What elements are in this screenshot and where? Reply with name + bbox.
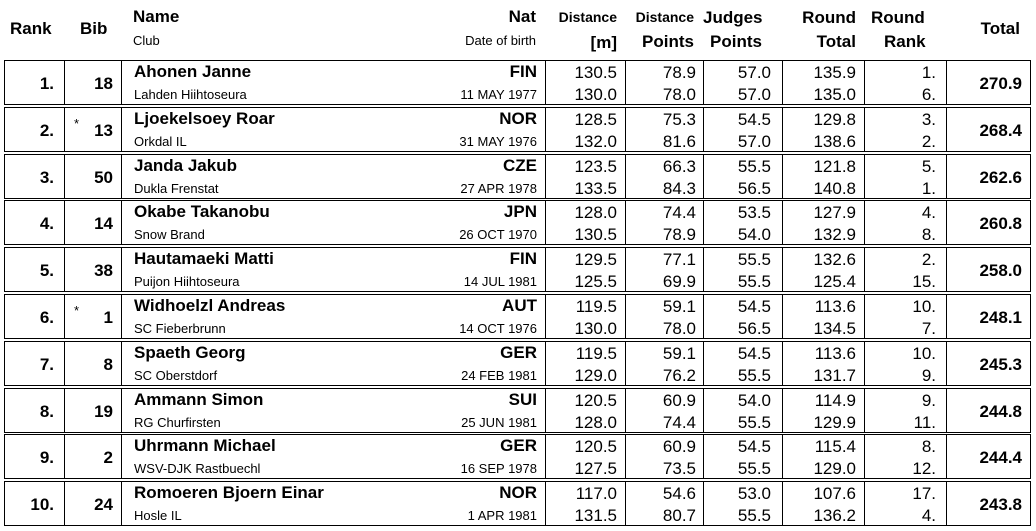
date-of-birth: 1 APR 1981 (467, 508, 537, 524)
distance-points-round1: 74.4 (662, 203, 696, 223)
header-distance-unit: [m] (590, 33, 617, 52)
round-total-1: 107.6 (813, 484, 856, 504)
date-of-birth: 24 FEB 1981 (461, 367, 537, 383)
distance-points-round2: 76.2 (662, 365, 696, 385)
header-club: Club (133, 33, 160, 48)
date-of-birth: 31 MAY 1976 (459, 133, 537, 149)
total-points: 245.3 (979, 354, 1022, 374)
round-total-1: 113.6 (814, 297, 856, 316)
round-total-1: 132.6 (813, 250, 856, 270)
round-rank-1: 2. (921, 250, 936, 270)
total-points: 258.0 (979, 261, 1022, 281)
athlete-name: Ljoekelsoey Roar (134, 108, 275, 128)
distance-round2: 128.0 (574, 412, 617, 432)
header-distance: Distance (558, 9, 617, 25)
nation-code: GER (500, 342, 537, 362)
header-distance-points: Distance (635, 9, 694, 25)
column-divider (121, 435, 122, 478)
athlete-name: Uhrmann Michael (134, 436, 276, 456)
round-rank-1: 10. (912, 297, 936, 316)
header-total: Total (980, 19, 1020, 38)
judges-points-round1: 53.0 (737, 484, 771, 504)
distance-round1: 119.5 (575, 297, 617, 316)
bib-cell: 13 (94, 120, 113, 140)
distance-round2: 132.0 (574, 131, 617, 151)
nation-code: FIN (509, 249, 537, 269)
round-rank-2: 6. (921, 85, 936, 104)
total-points: 248.1 (979, 308, 1022, 327)
header-round-rank-2: Rank (884, 32, 926, 51)
distance-points-round1: 59.1 (662, 343, 696, 363)
judges-points-round2: 54.0 (737, 225, 771, 245)
column-divider (121, 295, 122, 338)
header-rank: Rank (10, 19, 52, 38)
athlete-name: Ammann Simon (134, 389, 264, 409)
bib-cell: 24 (94, 495, 113, 515)
distance-round1: 119.5 (575, 343, 617, 363)
judges-points-round2: 55.5 (737, 365, 771, 385)
total-points: 270.9 (979, 74, 1022, 93)
athlete-club: Dukla Frenstat (134, 180, 219, 196)
total-points: 243.8 (979, 495, 1022, 515)
bib-cell: 38 (94, 261, 113, 281)
distance-round2: 125.5 (574, 272, 617, 292)
round-rank-2: 11. (913, 412, 936, 432)
distance-points-round1: 75.3 (662, 109, 696, 129)
distance-points-round2: 80.7 (662, 506, 696, 526)
bib-star: * (74, 303, 80, 318)
judges-points-round2: 56.5 (737, 319, 771, 338)
rank-cell: 6. (39, 308, 54, 327)
athlete-club: SC Oberstdorf (134, 367, 218, 383)
total-points: 244.4 (979, 448, 1022, 468)
date-of-birth: 26 OCT 1970 (459, 227, 537, 243)
distance-round1: 117.0 (575, 484, 617, 504)
column-divider (121, 201, 122, 244)
round-rank-1: 4. (921, 203, 936, 223)
judges-points-round2: 55.5 (737, 459, 771, 479)
bib-cell: 2 (103, 448, 113, 468)
distance-points-round1: 54.6 (662, 484, 696, 504)
athlete-name: Widhoelzl Andreas (134, 296, 286, 315)
header-name: Name (133, 7, 180, 26)
round-rank-2: 9. (921, 365, 936, 385)
rank-cell: 2. (39, 120, 54, 140)
distance-points-round2: 81.6 (662, 131, 696, 151)
round-total-1: 129.8 (813, 109, 856, 129)
nation-code: JPN (503, 202, 537, 222)
total-points: 262.6 (979, 167, 1022, 187)
round-rank-1: 10. (912, 343, 936, 363)
date-of-birth: 16 SEP 1978 (460, 461, 537, 477)
judges-points-round1: 53.5 (737, 203, 771, 223)
judges-points-round1: 57.0 (737, 63, 771, 82)
judges-points-round1: 54.0 (737, 390, 771, 410)
date-of-birth: 11 MAY 1977 (460, 87, 537, 102)
nation-code: FIN (509, 62, 537, 81)
header-judges: Judges (703, 8, 763, 27)
athlete-name: Ahonen Janne (134, 62, 252, 81)
nation-code: AUT (502, 296, 537, 315)
bib-cell: 14 (94, 214, 113, 234)
nation-code: NOR (499, 483, 537, 503)
nation-code: NOR (499, 108, 537, 128)
distance-points-round2: 78.0 (662, 319, 696, 338)
athlete-club: RG Churfirsten (134, 414, 221, 430)
table-row (4, 247, 1031, 292)
round-total-2: 135.0 (813, 85, 856, 104)
table-row (4, 388, 1031, 433)
judges-points-round1: 55.5 (737, 156, 771, 176)
judges-points-round2: 57.0 (737, 131, 771, 151)
distance-round2: 130.0 (574, 319, 617, 338)
judges-points-round2: 56.5 (737, 178, 771, 198)
athlete-club: WSV-DJK Rastbuechl (134, 461, 261, 477)
athlete-club: Puijon Hiihtoseura (134, 274, 240, 290)
athlete-club: Hosle IL (134, 508, 182, 524)
athlete-name: Romoeren Bjoern Einar (134, 483, 324, 503)
round-total-2: 140.8 (813, 178, 856, 198)
total-points: 244.8 (979, 401, 1022, 421)
distance-round2: 130.5 (574, 225, 617, 245)
date-of-birth: 14 JUL 1981 (463, 274, 537, 290)
round-total-1: 114.9 (814, 390, 856, 410)
column-divider (121, 248, 122, 291)
distance-points-round2: 78.0 (662, 85, 696, 104)
distance-round2: 127.5 (574, 459, 617, 479)
round-total-2: 129.9 (813, 412, 856, 432)
distance-round2: 130.0 (574, 85, 617, 104)
athlete-name: Hautamaeki Matti (134, 249, 274, 269)
distance-round1: 120.5 (574, 390, 617, 410)
distance-points-round1: 59.1 (662, 297, 696, 316)
round-total-2: 134.5 (813, 319, 856, 338)
round-rank-2: 4. (921, 506, 936, 526)
distance-round1: 129.5 (574, 250, 617, 270)
header-distance-points-2: Points (642, 32, 694, 51)
distance-round1: 128.5 (574, 109, 617, 129)
distance-round1: 130.5 (574, 63, 617, 82)
header-round-total: Round (802, 8, 856, 27)
column-divider (121, 482, 122, 525)
distance-points-round1: 60.9 (662, 390, 696, 410)
round-total-2: 125.4 (813, 272, 856, 292)
judges-points-round1: 54.5 (737, 297, 771, 316)
bib-star: * (74, 115, 80, 131)
column-divider (121, 389, 122, 432)
table-row (4, 200, 1031, 245)
judges-points-round1: 54.5 (737, 437, 771, 457)
round-total-1: 115.4 (814, 437, 856, 457)
athlete-club: Snow Brand (134, 227, 205, 243)
column-divider (121, 342, 122, 385)
table-row (4, 481, 1031, 526)
judges-points-round1: 54.5 (737, 109, 771, 129)
table-row (4, 60, 1031, 105)
table-row (4, 434, 1031, 479)
round-total-2: 136.2 (813, 506, 856, 526)
round-rank-1: 17. (912, 484, 936, 504)
rank-cell: 10. (30, 495, 54, 515)
table-header (0, 0, 1036, 58)
round-rank-1: 5. (921, 156, 936, 176)
round-rank-2: 8. (921, 225, 936, 245)
round-total-2: 129.0 (813, 459, 856, 479)
rank-cell: 1. (39, 74, 54, 93)
nation-code: CZE (503, 155, 537, 175)
distance-round1: 120.5 (574, 437, 617, 457)
table-row (4, 341, 1031, 386)
bib-cell: 50 (94, 167, 113, 187)
round-rank-1: 8. (921, 437, 936, 457)
rank-cell: 4. (39, 214, 54, 234)
athlete-club: Orkdal IL (134, 133, 187, 149)
distance-points-round1: 60.9 (662, 437, 696, 457)
athlete-name: Janda Jakub (134, 155, 237, 175)
header-nat: Nat (508, 7, 536, 26)
round-total-1: 127.9 (813, 203, 856, 223)
header-judges-points: Points (710, 32, 762, 51)
table-row (4, 294, 1031, 339)
round-rank-2: 12. (912, 459, 936, 479)
distance-points-round2: 69.9 (662, 272, 696, 292)
round-rank-2: 7. (921, 319, 936, 338)
date-of-birth: 14 OCT 1976 (459, 321, 537, 336)
header-bib: Bib (80, 19, 108, 38)
distance-points-round2: 84.3 (662, 178, 696, 198)
round-total-1: 113.6 (814, 343, 856, 363)
total-points: 260.8 (979, 214, 1022, 234)
round-rank-1: 1. (921, 63, 936, 82)
date-of-birth: 27 APR 1978 (460, 180, 537, 196)
distance-points-round2: 73.5 (662, 459, 696, 479)
header-round-rank: Round (871, 8, 925, 27)
round-rank-2: 2. (921, 131, 936, 151)
round-rank-2: 1. (921, 178, 936, 198)
judges-points-round2: 55.5 (737, 412, 771, 432)
date-of-birth: 25 JUN 1981 (461, 414, 537, 430)
athlete-club: SC Fieberbrunn (134, 321, 226, 336)
judges-points-round1: 55.5 (737, 250, 771, 270)
round-rank-1: 9. (921, 390, 936, 410)
distance-round2: 131.5 (574, 506, 617, 526)
distance-round1: 128.0 (574, 203, 617, 223)
round-total-2: 131.7 (813, 365, 856, 385)
distance-points-round2: 78.9 (662, 225, 696, 245)
header-round-total-2: Total (816, 32, 856, 51)
distance-points-round1: 78.9 (662, 63, 696, 82)
round-total-1: 135.9 (813, 63, 856, 82)
round-rank-2: 15. (912, 272, 936, 292)
bib-cell: 18 (94, 74, 113, 93)
total-points: 268.4 (979, 120, 1022, 140)
round-total-2: 138.6 (813, 131, 856, 151)
round-total-1: 121.8 (813, 156, 856, 176)
bib-cell: 1 (103, 308, 113, 327)
athlete-club: Lahden Hiihtoseura (134, 87, 247, 102)
athlete-name: Okabe Takanobu (134, 202, 270, 222)
judges-points-round1: 54.5 (737, 343, 771, 363)
table-row (4, 154, 1031, 199)
judges-points-round2: 55.5 (737, 272, 771, 292)
column-divider (121, 61, 122, 104)
distance-points-round2: 74.4 (662, 412, 696, 432)
table-row (4, 107, 1031, 152)
bib-cell: 8 (103, 354, 113, 374)
nation-code: SUI (508, 389, 537, 409)
rank-cell: 7. (39, 354, 54, 374)
distance-round2: 133.5 (574, 178, 617, 198)
distance-points-round1: 66.3 (662, 156, 696, 176)
bib-cell: 19 (94, 401, 113, 421)
distance-round1: 123.5 (574, 156, 617, 176)
round-rank-1: 3. (921, 109, 936, 129)
rank-cell: 3. (39, 167, 54, 187)
rank-cell: 8. (39, 401, 54, 421)
header-dob: Date of birth (465, 33, 536, 48)
round-total-2: 132.9 (813, 225, 856, 245)
judges-points-round2: 55.5 (737, 506, 771, 526)
nation-code: GER (500, 436, 537, 456)
rank-cell: 9. (39, 448, 54, 468)
column-divider (121, 108, 122, 151)
column-divider (121, 155, 122, 198)
rank-cell: 5. (39, 261, 54, 281)
distance-round2: 129.0 (574, 365, 617, 385)
distance-points-round1: 77.1 (662, 250, 696, 270)
athlete-name: Spaeth Georg (134, 342, 246, 362)
judges-points-round2: 57.0 (737, 85, 771, 104)
